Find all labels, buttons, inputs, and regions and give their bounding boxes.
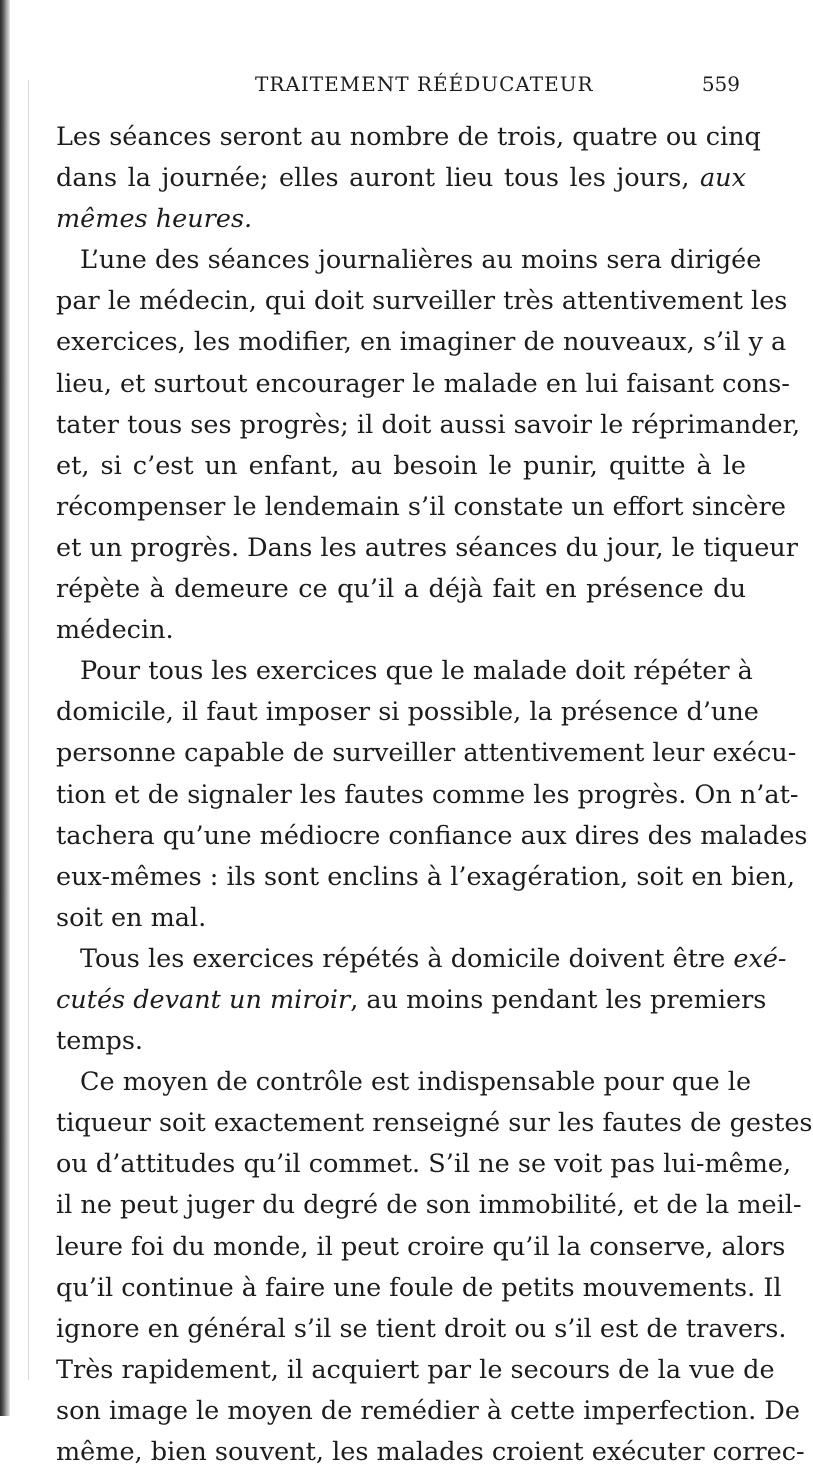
text-line: exercices, les modifier, en imaginer de nouveaux, s’il y a (56, 327, 787, 358)
text-line: tater tous ses progrès; il doit aussi savoir le réprimander, (56, 409, 801, 440)
text-line: tiqueur soit exactement renseigné sur les fautes de gestes (56, 1108, 813, 1139)
text-line: temps. (56, 1026, 144, 1057)
italic-text: exé- (733, 943, 787, 974)
paragraph-first-line: Pour tous les exercices que le malade doit répéter à (80, 656, 753, 687)
text-line: personne capable de surveiller attentivement leur exécu- (56, 738, 797, 769)
text-line: Très rapidement, il acquiert par le secours de la vue de (56, 1354, 775, 1385)
text-line (56, 158, 746, 199)
running-title: TRAITEMENT RÉÉDUCATEUR (255, 72, 594, 96)
text-line: soit en mal. (56, 902, 207, 933)
text-line: ou d’attitudes qu’il commet. S’il ne se voit pas lui-même, (56, 1149, 792, 1180)
text-line: leure foi du monde, il peut croire qu’il la conserve, alors (56, 1231, 786, 1262)
text-line: mêmes heures. (56, 204, 253, 235)
paragraph-first-line: Ce moyen de contrôle est indispensable pour que le (80, 1067, 752, 1098)
text-line: récompenser le lendemain s’il constate un effort sincère (56, 491, 786, 522)
text-line: par le médecin, qui doit surveiller très attentivement les (56, 286, 788, 317)
text-line: tion et de signaler les fautes comme les progrès. On n’at- (56, 779, 799, 810)
page-number: 559 (701, 72, 740, 96)
body-text (56, 117, 813, 1473)
italic-text: aux (699, 163, 746, 194)
text-line: qu’il continue à faire une foule de petits mouvements. Il (56, 1272, 782, 1303)
text-line: médecin. (56, 615, 174, 646)
text-line: et un progrès. Dans les autres séances du jour, le tiqueur (56, 532, 798, 563)
text-line: il ne peut juger du degré de son immobilité, et de la meil- (56, 1190, 802, 1221)
text-line: et, si c’est un enfant, au besoin le punir, quitte à le (56, 450, 746, 481)
paragraph-first-line (56, 939, 787, 980)
text-line: eux-mêmes : ils sont enclins à l’exagération, soit en bien, (56, 861, 796, 892)
text-line: lieu, et surtout encourager le malade en lui faisant cons- (56, 368, 790, 399)
text-line: Les séances seront au nombre de trois, quatre ou cinq (56, 122, 761, 152)
text-line: répète à demeure ce qu’il a déjà fait en présence du (56, 574, 746, 605)
running-header (60, 72, 740, 102)
text-line: tachera qu’une médiocre confiance aux dires des malades (56, 820, 808, 851)
text-segment: Tous les exercices répétés à domicile doivent être (80, 943, 734, 974)
text-line (56, 980, 767, 1021)
text-line: ignore en général s’il se tient droit ou s’il est de travers. (56, 1313, 787, 1344)
page-binding-edge (0, 0, 10, 1416)
italic-text: cutés devant un miroir (56, 984, 351, 1015)
paragraph-first-line: L’une des séances journalières au moins sera dirigée (80, 245, 762, 276)
text-segment: dans la journée; elles auront lieu tous les jours, (56, 163, 700, 194)
text-segment: , au moins pendant les premiers (350, 984, 767, 1015)
text-line: domicile, il faut imposer si possible, la présence d’une (56, 697, 759, 728)
text-line: même, bien souvent, les malades croient exécuter correc- (56, 1437, 805, 1467)
text-line: son image le moyen de remédier à cette imperfection. De (56, 1395, 800, 1426)
page-fold-line (28, 80, 29, 1380)
